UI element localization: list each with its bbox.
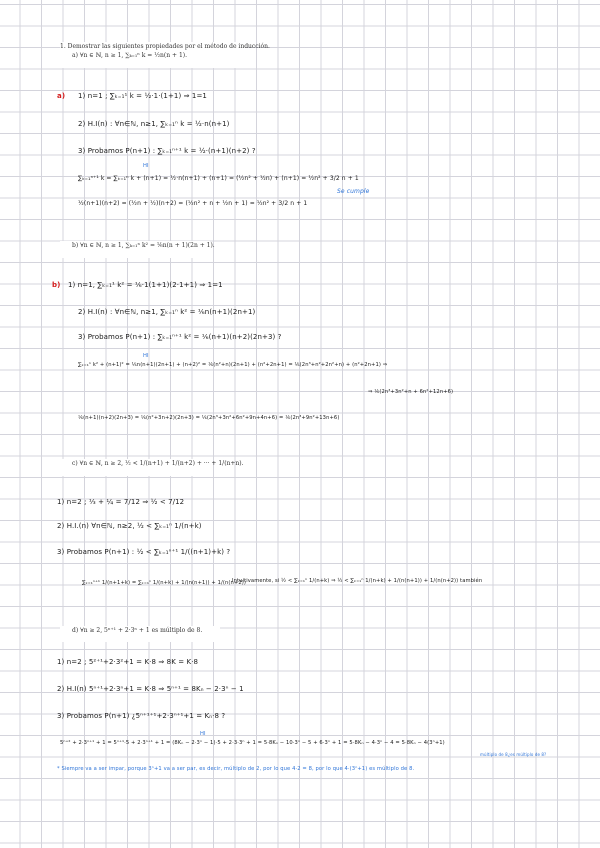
statement-c: c) ∀n ∈ ℕ, n ≥ 2, ½ < 1/(n+1) + 1/(n+2) + ··· + 1/(n+n). (72, 460, 244, 467)
a-calc2: ½(n+1)(n+2) = (½n + ½)(n+2) = (½n² + n + ½n + 1) = ½n² + 3/2 n + 1 (78, 200, 308, 207)
d-step1: 1) n=2 ; 5²⁺¹+2·3²+1 = K·8 ⇒ 8K = K·8 (57, 658, 199, 666)
b-calc1: ∑ₖ₌₁ⁿ k² + (n+1)² = ⅙n(n+1)(2n+1) + (n+2)² = ⅙(n²+n)(2n+1) + (n²+2n+1) = ⅙(2n³+n²+2n²+n) + (n²+2n+1) ⇒ (78, 362, 388, 368)
c-step3: 3) Probamos P(n+1) : ½ < ∑ₖ₌₁ⁿ⁺¹ 1/((n+1)+k) ? (57, 548, 231, 556)
d-step2: 2) H.I(n) 5ⁿ⁺¹+2·3ⁿ+1 = K·8 ⇒ 5ⁿ⁺¹ = 8Kₙ − 2·3ⁿ − 1 (57, 685, 244, 693)
b-calc2: ⅙(n+1)(n+2)(2n+3) = ⅙(n²+3n+2)(2n+3) = ⅙(2n³+3n²+6n²+9n+4n+6) = ⅙(2n³+9n²+13n+6) (78, 415, 340, 421)
b-calc1b: ⇒ ⅙(2n³+3n²+n + 6n²+12n+6) (368, 389, 454, 395)
a-step2: 2) H.I(n) : ∀n∈ℕ, n≥1, ∑ₖ₌₁ⁿ k = ½·n(n+1) (78, 120, 230, 128)
printed-statement-d-box (60, 626, 220, 642)
d-tag-mult8b: ¿es múltiplo de 8? (508, 752, 547, 757)
b-step2: 2) H.I(n) : ∀n∈ℕ, n≥1, ∑ₖ₌₁ⁿ k² = ⅙n(n+1)(2n+1) (78, 308, 256, 316)
statement-b: b) ∀n ∈ ℕ, n ≥ 1, ∑ₖ₌₁ⁿ k² = ⅙n(n + 1)(2n + 1). (72, 242, 215, 249)
a-hi-tag: HI (143, 163, 149, 169)
b-step3: 3) Probamos P(n+1) : ∑ₖ₌₁ⁿ⁺¹ k² = ⅙(n+1)(n+2)(2n+3) ? (78, 333, 282, 341)
d-tag-mult8: múltiplo de 8 (480, 752, 508, 757)
label-b: b) (52, 281, 61, 289)
a-step3: 3) Probamos P(n+1) : ∑ₖ₌₁ⁿ⁺¹ k = ½·(n+1)(n+2) ? (78, 147, 256, 155)
label-a: a) (57, 92, 66, 100)
c-step2: 2) H.I.(n) ∀n∈ℕ, n≥2, ½ < ∑ₖ₌₁ⁿ 1/(n+k) (57, 522, 202, 530)
printed-statement-c-box (60, 459, 244, 476)
d-step3: 3) Probamos P(n+1) ¿5ⁿ⁺¹⁺¹+2·3ⁿ⁺¹+1 = Kₙ·8 ? (57, 712, 226, 720)
statement-d: d) ∀n ≥ 2, 5ⁿ⁺¹ + 2·3ⁿ + 1 es múltiplo de 8. (72, 627, 203, 634)
problem-intro: 1. Demostrar las siguientes propiedades por el método de inducción. (60, 43, 270, 50)
printed-intro-box (60, 42, 270, 68)
d-note: * Siempre va a ser impar, porque 3ⁿ+1 va a ser par, es decir, múltiplo de 2, por lo que 4·2 = 8, por lo que 4·(3ⁿ+1) es múltiplo de 8. (57, 766, 415, 772)
d-hi-tag: HI (200, 731, 206, 737)
c-calc2: Intuitivamente, si ½ < ∑ₖ₌₁ⁿ 1/(n+k) ⇒ ½ < ∑ₖ₌₁ⁿ 1/(n+k) + 1/(n(n+1)) + 1/(n(n+2)) también (232, 578, 483, 584)
printed-statement-b-box (60, 241, 215, 258)
c-calc1: ∑ₖ₌₁ⁿ⁺¹ 1/(n+1+k) = ∑ₖ₌₁ⁿ 1/(n+k) + 1/(n(n+1)) + 1/(n(n+2)) (82, 580, 246, 586)
a-step1: 1) n=1 ; ∑ₖ₌₁¹ k = ½·1·(1+1) ⇒ 1=1 (78, 92, 207, 100)
a-note: Se cumple (337, 188, 370, 195)
b-hi-tag: HI (143, 353, 149, 359)
a-calc1: ∑ₖ₌₁ⁿ⁺¹ k = ∑ₖ₌₁ⁿ k + (n+1) = ½·n(n+1) + (n+1) = (½n² + ½n) + (n+1) = ½n² + 3/2 n + 1 (78, 175, 359, 182)
c-step1: 1) n=2 ; ⅓ + ¼ = 7/12 ⇒ ½ < 7/12 (57, 498, 185, 506)
d-calc1: 5ⁿ⁺² + 2·3ⁿ⁺¹ + 1 = 5ⁿ⁺¹·5 + 2·3ⁿ⁺¹ + 1 = (8Kₙ − 2·3ⁿ − 1)·5 + 2·3·3ⁿ + 1 = 5·8Kₙ − 10·3ⁿ − 5 + 6·3ⁿ + 1 = 5·8Kₙ − 4·3ⁿ − 4 = 5·8Kₙ − 4(3ⁿ+1) (60, 740, 445, 746)
statement-a: a) ∀n ∈ ℕ, n ≥ 1, ∑ₖ₌₁ⁿ k = ½n(n + 1). (72, 52, 188, 59)
b-step1: 1) n=1, ∑ₖ₌₁¹ k² = ⅙·1(1+1)(2·1+1) ⇒ 1=1 (68, 281, 223, 289)
